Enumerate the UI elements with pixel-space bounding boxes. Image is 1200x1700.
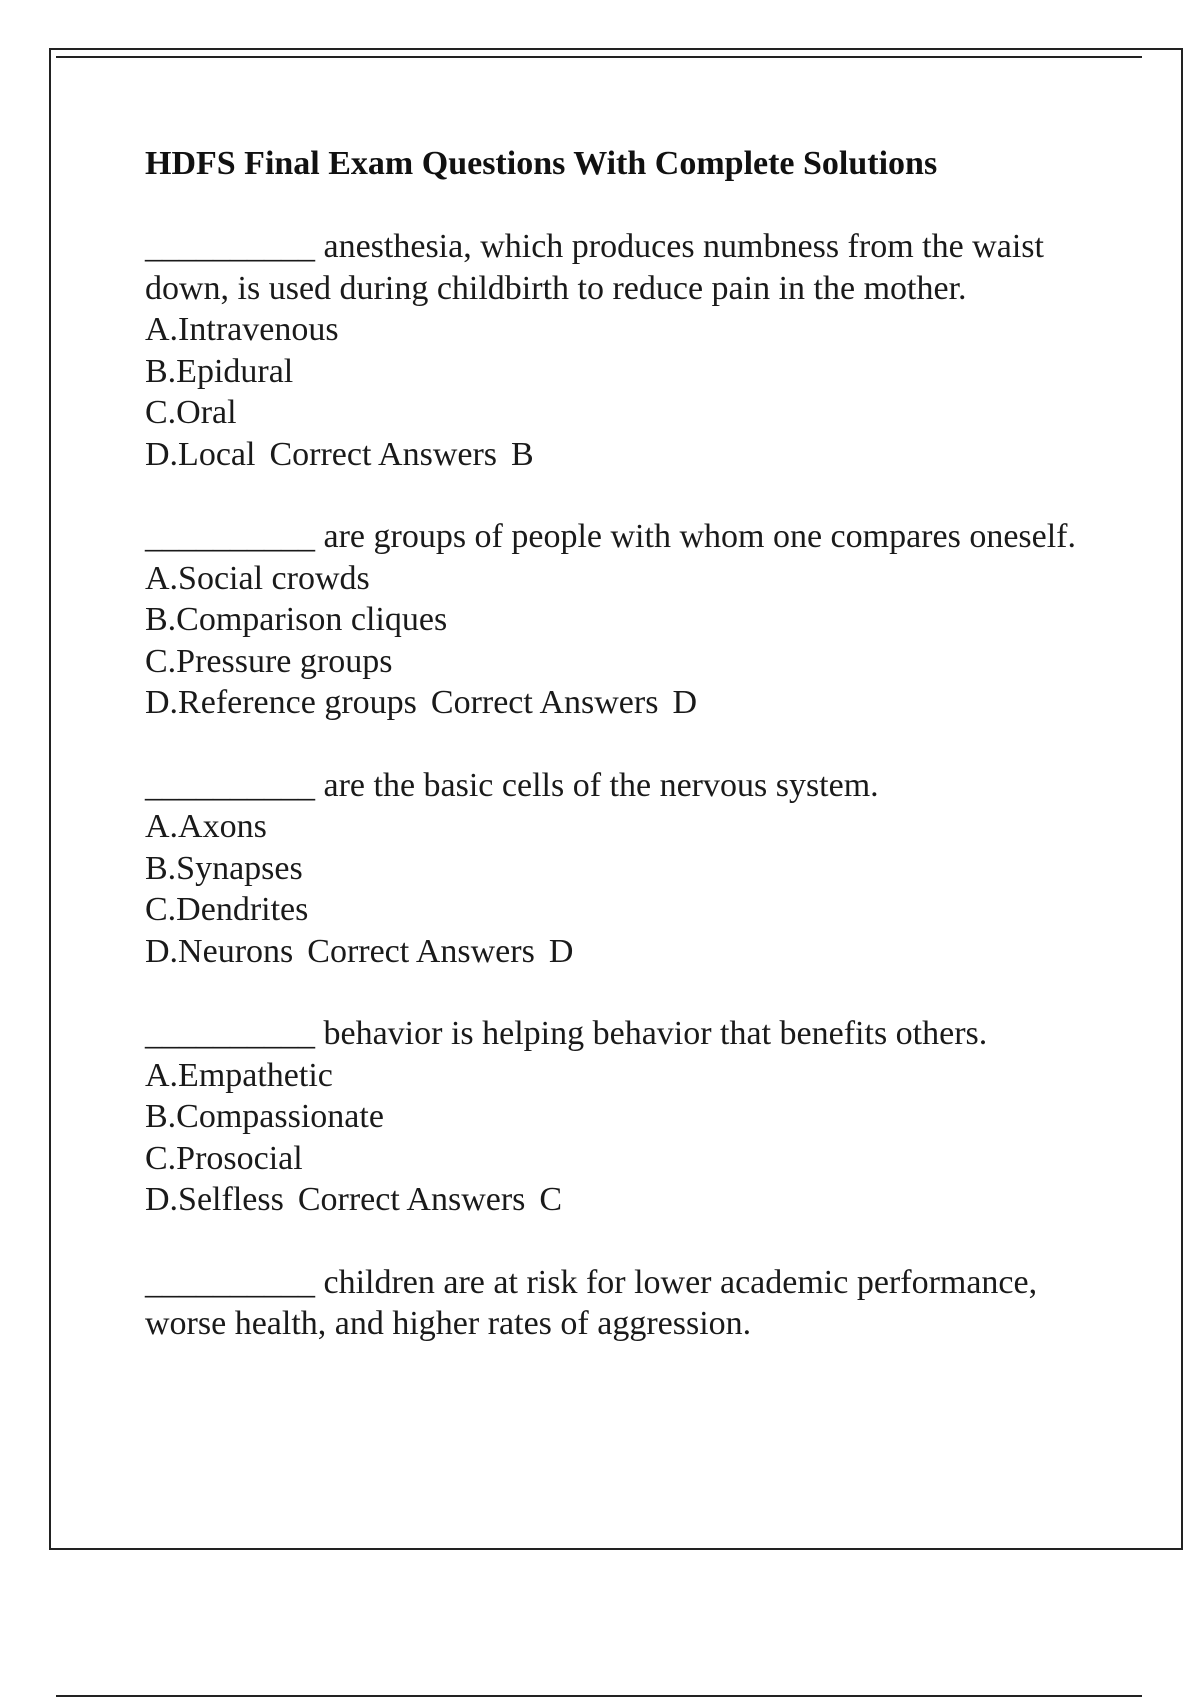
option-b: B.Comparison cliques (145, 601, 448, 638)
bottom-rule (56, 1695, 1142, 1697)
option-a: A.Social crowds (145, 559, 370, 597)
document-title: HDFS Final Exam Questions With Complete Solutions (145, 145, 938, 182)
option-d-with-answer (145, 434, 1085, 476)
option-c: C.Dendrites (145, 891, 309, 928)
option-a: A.Empathetic (145, 1056, 333, 1094)
option-d: D.Neurons (145, 932, 294, 970)
option-a: A.Axons (145, 808, 267, 845)
question-text: __________ anesthesia, which produces numbness from the waist down, is used during childbirth to reduce pain in the mother. (145, 228, 1044, 307)
options-list (145, 309, 1085, 475)
answer-label: Correct Answers (297, 1181, 526, 1218)
option-b: B.Synapses (145, 849, 303, 887)
option-b: B.Compassionate (145, 1098, 384, 1135)
question-text: __________ are the basic cells of the nervous system. (145, 766, 879, 804)
question-2 (145, 516, 1085, 724)
option-d-with-answer (145, 931, 1085, 973)
option-d-with-answer (145, 682, 1085, 724)
top-rule (56, 56, 1142, 58)
question-text: __________ children are at risk for lower academic performance, worse health, and higher rates of aggression. (145, 1263, 1038, 1342)
option-c: C.Oral (145, 394, 237, 431)
question-text: __________ behavior is helping behavior that benefits others. (145, 1015, 988, 1052)
option-a: A.Intravenous (145, 311, 339, 348)
option-d: D.Local (145, 435, 256, 473)
answer-letter: B (511, 435, 534, 473)
option-d-with-answer (145, 1179, 1085, 1221)
options-list (145, 1055, 1085, 1221)
answer-label: Correct Answers (269, 435, 498, 473)
question-1 (145, 226, 1085, 475)
answer-letter: D (672, 684, 698, 721)
document-content (145, 144, 1085, 1386)
option-d: D.Selfless (145, 1181, 284, 1218)
answer-letter: D (548, 932, 574, 970)
option-c: C.Pressure groups (145, 642, 393, 680)
options-list (145, 558, 1085, 724)
question-5 (145, 1262, 1085, 1345)
options-list (145, 806, 1085, 972)
answer-letter: C (539, 1181, 563, 1218)
option-c: C.Prosocial (145, 1139, 303, 1177)
answer-label: Correct Answers (430, 684, 659, 721)
option-d: D.Reference groups (145, 684, 417, 721)
answer-label: Correct Answers (307, 932, 535, 970)
question-3 (145, 765, 1085, 973)
option-b: B.Epidural (145, 352, 294, 390)
question-4 (145, 1013, 1085, 1221)
question-text: __________ are groups of people with whom one compares oneself. (145, 518, 1076, 555)
